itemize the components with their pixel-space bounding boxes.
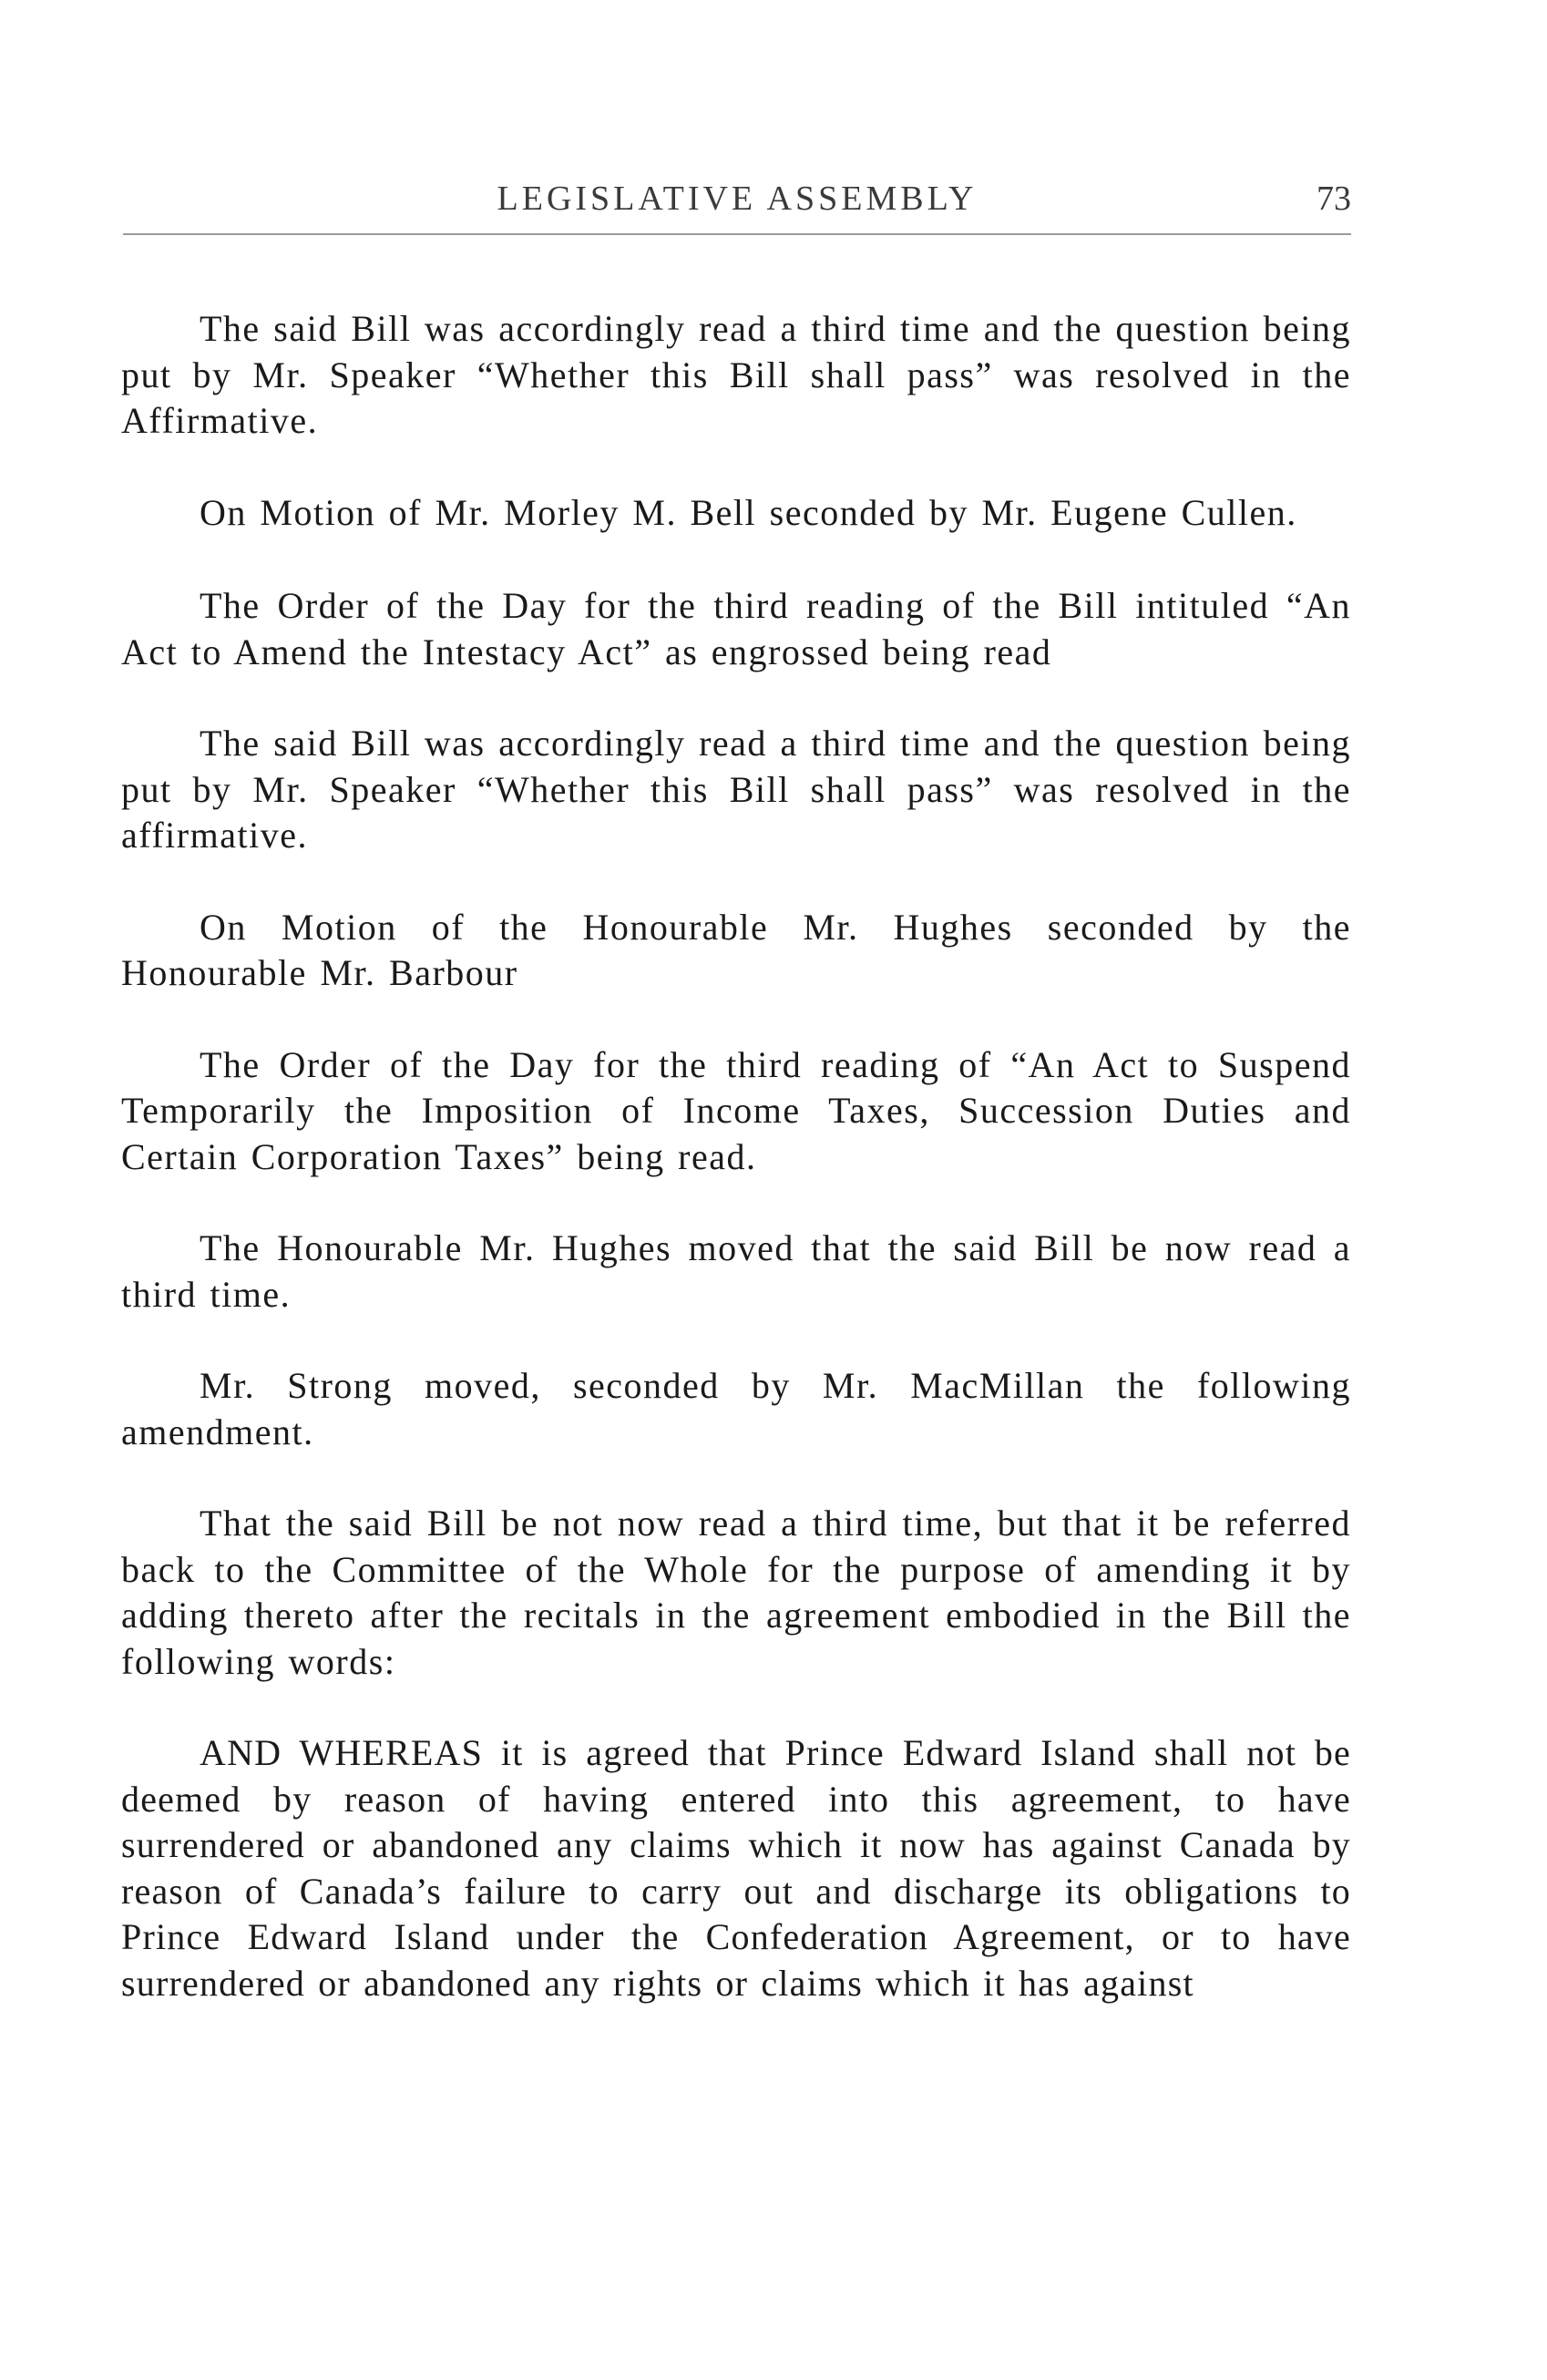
page-number: 73: [1316, 180, 1351, 218]
running-title: LEGISLATIVE ASSEMBLY: [497, 180, 978, 218]
paragraph-order-suspend-taxes: The Order of the Day for the third reading of “An Act to Suspend Temporarily the Imposition of Income Taxes, Succession Duties and Certain Corporation Taxes” being read.: [121, 1043, 1351, 1177]
paragraph-order-intestacy: The Order of the Day for the third reading of the Bill intituled “An Act to Amend the Intestacy Act” as engrossed being read: [121, 585, 1351, 672]
paragraph-bill-passed-2: The said Bill was accordingly read a third time and the question being put by Mr. Speaker “Whether this Bill shall pass” was resolved in the affirmative.: [121, 723, 1351, 856]
paragraph-hughes-moved: The Honourable Mr. Hughes moved that the said Bill be now read a third time.: [121, 1227, 1351, 1315]
paragraph-motion-bell: On Motion of Mr. Morley M. Bell seconded by Mr. Eugene Cullen.: [200, 491, 1297, 533]
page-header: [123, 179, 1351, 235]
paragraph-strong-amendment: Mr. Strong moved, seconded by Mr. MacMillan the following amendment.: [121, 1365, 1351, 1452]
paragraph-motion-hughes: On Motion of the Honourable Mr. Hughes seconded by the Honourable Mr. Barbour: [121, 906, 1351, 993]
page-body: [121, 306, 1351, 2052]
paragraph-bill-passed-1: The said Bill was accordingly read a third time and the question being put by Mr. Speaker “Whether this Bill shall pass” was resolved in the Affirmative.: [121, 308, 1351, 441]
paragraph-and-whereas: AND WHEREAS it is agreed that Prince Edward Island shall not be deemed by reason of having entered into this agreement, to have surrendered or abandoned any claims which it now has against Canada by reason of Canada’s failure to carry out and discharge its obligations to Prince Edward Island under the Confederation Agreement, or to have surrendered or abandoned any rights or claims which it has against: [121, 1732, 1351, 2004]
paragraph-referred-back: That the said Bill be not now read a third time, but that it be referred back to the Committee of the Whole for the purpose of amending it by adding thereto after the recitals in the agreement embodied in the Bill the following words:: [121, 1503, 1351, 1682]
